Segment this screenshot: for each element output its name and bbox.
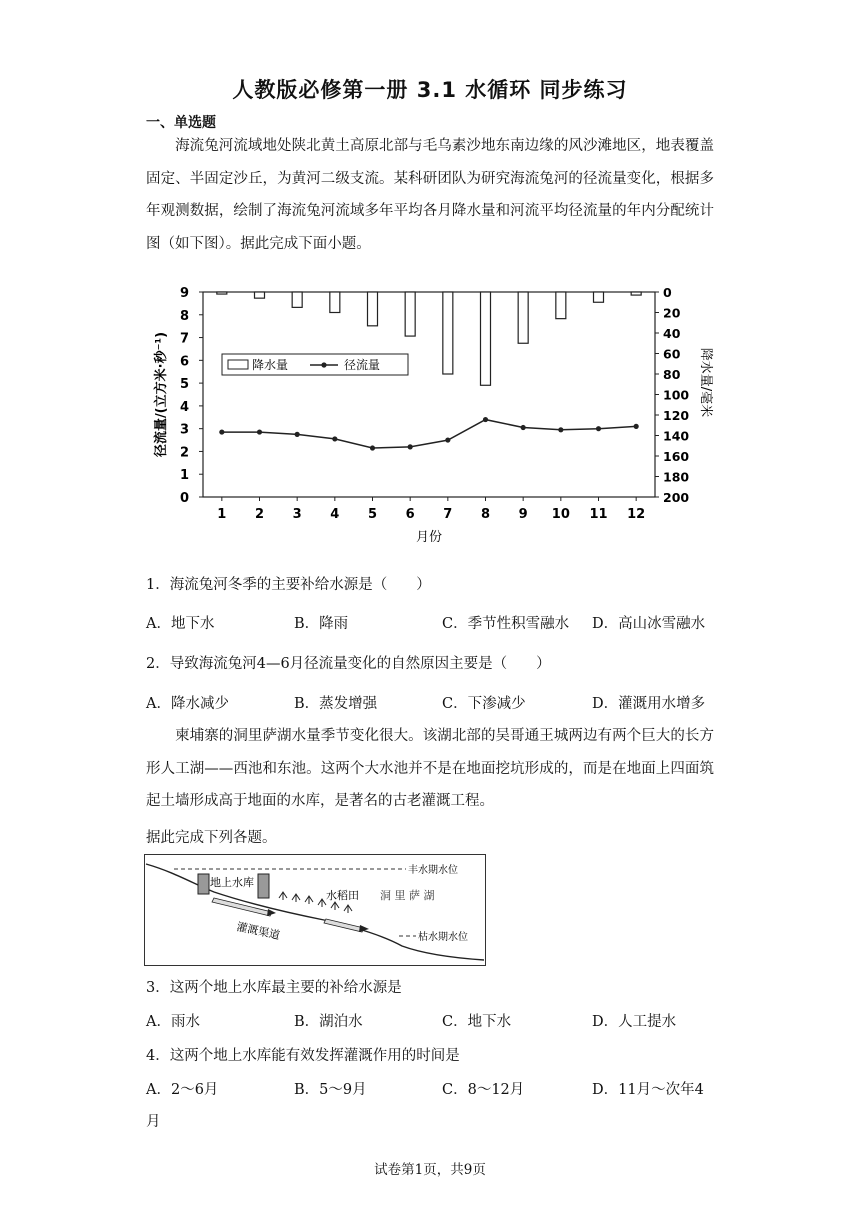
runoff-point [370,445,375,450]
legend-label-precip: 降水量 [252,358,289,372]
x-tick-label: 4 [330,507,340,522]
x-axis-title: 月份 [415,530,443,544]
right-tick-label: 180 [663,469,690,485]
x-tick-label: 6 [405,507,415,522]
q1-option-c[interactable]: C．季节性积雪融水 [442,616,570,632]
question-2-stem: 2．导致海流兔河4—6月径流量变化的自然原因主要是（ ） [146,656,551,672]
label-canal: 灌溉渠道 [235,920,282,943]
precip-bar [594,292,604,302]
right-tick-label: 140 [663,428,690,444]
label-lake: 洞 里 萨 湖 [380,889,435,902]
q3-option-b[interactable]: B．湖泊水 [294,1014,363,1030]
legend-label-runoff: 径流量 [344,358,381,372]
right-tick-label: 0 [663,285,672,300]
x-tick-label: 2 [254,507,265,522]
q1-option-b[interactable]: B．降雨 [294,616,349,632]
x-tick-label: 9 [518,507,528,522]
label-low-water: 枯水期水位 [418,932,468,943]
right-tick-label: 80 [663,367,681,382]
runoff-point [483,417,488,422]
reservoir-wall-right [258,874,269,898]
question-4-wrap: 月 [146,1114,161,1130]
q3-option-d[interactable]: D．人工提水 [592,1014,677,1030]
reservoir-wall-left [198,874,209,894]
x-tick-label: 3 [292,507,302,522]
q4-option-c[interactable]: C．8～12月 [442,1082,525,1098]
right-tick-label: 200 [663,490,690,505]
x-tick-label: 1 [217,507,227,522]
y-right-axis-title: 降水量/毫米 [698,347,713,418]
label-high-water: 丰水期水位 [408,865,458,876]
x-tick-label: 12 [627,507,646,522]
precip-bar [631,292,641,295]
y-left-axis-title: 径流量/(立方米·秒⁻¹) [154,331,169,458]
left-tick-label: 8 [179,308,189,324]
precip-bar [292,292,302,307]
runoff-point [445,437,450,442]
page-title: 人教版必修第一册 3.1 水循环 同步练习 [232,78,628,102]
tonle-sap-irrigation-diagram [144,854,486,966]
runoff-point [634,424,639,429]
passage-1-text: 海流兔河流域地处陕北黄土高原北部与毛乌素沙地东南边缘的风沙滩地区，地表覆盖固定、半固定沙丘，为黄河二级支流。某科研团队为研究海流兔河的径流量变化，根据多年观测数据，绘制了海流兔河流域多年平均各月降水量和河流平均径流量的年内分配统计图（如下图）。据此完成下面小题。 [146,138,714,252]
x-tick-label: 8 [480,507,491,522]
runoff-point [596,426,601,431]
runoff-point [521,425,526,430]
precip-bar [443,292,453,374]
precip-bar [518,292,528,343]
left-tick-label: 2 [179,445,189,461]
q3-option-c[interactable]: C．地下水 [442,1014,512,1030]
q4-option-b[interactable]: B．5～9月 [294,1082,367,1098]
right-tick-label: 120 [663,408,690,423]
right-tick-label: 40 [663,326,681,341]
passage-2-text: 柬埔寨的洞里萨湖水量季节变化很大。该湖北部的吴哥通王城两边有两个巨大的长方形人工湖——西池和东池。这两个大水池并不是在地面挖坑形成的，而是在地面上四面筑起土墙形成高于地面的水库，是著名的古老灌溉工程。 [146,728,714,809]
passage-1 [146,130,714,260]
left-tick-label: 7 [179,331,189,347]
left-tick-label: 0 [179,491,189,506]
q1-option-d[interactable]: D．高山冰雪融水 [592,616,706,632]
question-1-stem: 1．海流兔河冬季的主要补给水源是（ ） [146,577,431,593]
precip-bar [405,292,415,336]
x-tick-label: 10 [551,507,570,522]
runoff-precip-chart [150,282,720,544]
left-tick-label: 3 [179,422,189,438]
left-tick-label: 5 [179,377,189,393]
question-3-stem: 3．这两个地上水库最主要的补给水源是 [146,980,402,996]
passage-2 [146,720,714,818]
label-reservoir: 地上水库 [210,876,254,889]
runoff-point [408,444,413,449]
q1-option-a[interactable]: A．地下水 [146,616,215,632]
right-tick-label: 60 [663,346,681,362]
left-tick-label: 1 [179,468,189,484]
q4-option-a[interactable]: A．2～6月 [146,1082,219,1098]
runoff-point [558,427,563,432]
q3-option-a[interactable]: A．雨水 [146,1014,200,1030]
x-tick-label: 5 [367,507,378,522]
precip-bar [481,292,491,385]
q4-option-d[interactable]: D．11月～次年4 [592,1082,704,1098]
section-heading: 一、单选题 [146,115,216,131]
x-tick-label: 7 [443,507,453,522]
plot-frame [203,292,655,497]
precip-bar [255,292,265,298]
right-tick-label: 160 [663,449,690,464]
precip-bar [217,292,227,294]
q2-option-a[interactable]: A．降水减少 [146,696,229,712]
legend-bar-swatch [228,360,248,369]
legend-line-marker [321,362,326,367]
label-paddy: 水稻田 [326,889,359,902]
precip-bar [330,292,340,313]
left-tick-label: 6 [179,354,189,370]
precip-bar [556,292,566,319]
runoff-point [295,432,300,437]
q2-option-c[interactable]: C．下渗减少 [442,696,526,712]
runoff-point [257,429,262,434]
right-tick-label: 100 [663,387,690,403]
x-tick-label: 11 [589,507,608,522]
q2-option-d[interactable]: D．灌溉用水增多 [592,696,706,712]
left-tick-label: 9 [179,286,189,301]
runoff-point [219,429,224,434]
runoff-line [222,420,636,448]
precip-bar [368,292,378,326]
q2-option-b[interactable]: B．蒸发增强 [294,696,378,712]
question-4-stem: 4．这两个地上水库能有效发挥灌溉作用的时间是 [146,1048,460,1064]
passage-2-tail: 据此完成下列各题。 [146,830,277,846]
right-tick-label: 20 [663,305,681,321]
page-footer: 试卷第1页，共9页 [374,1162,486,1178]
left-tick-label: 4 [179,399,189,415]
runoff-point [332,436,337,441]
